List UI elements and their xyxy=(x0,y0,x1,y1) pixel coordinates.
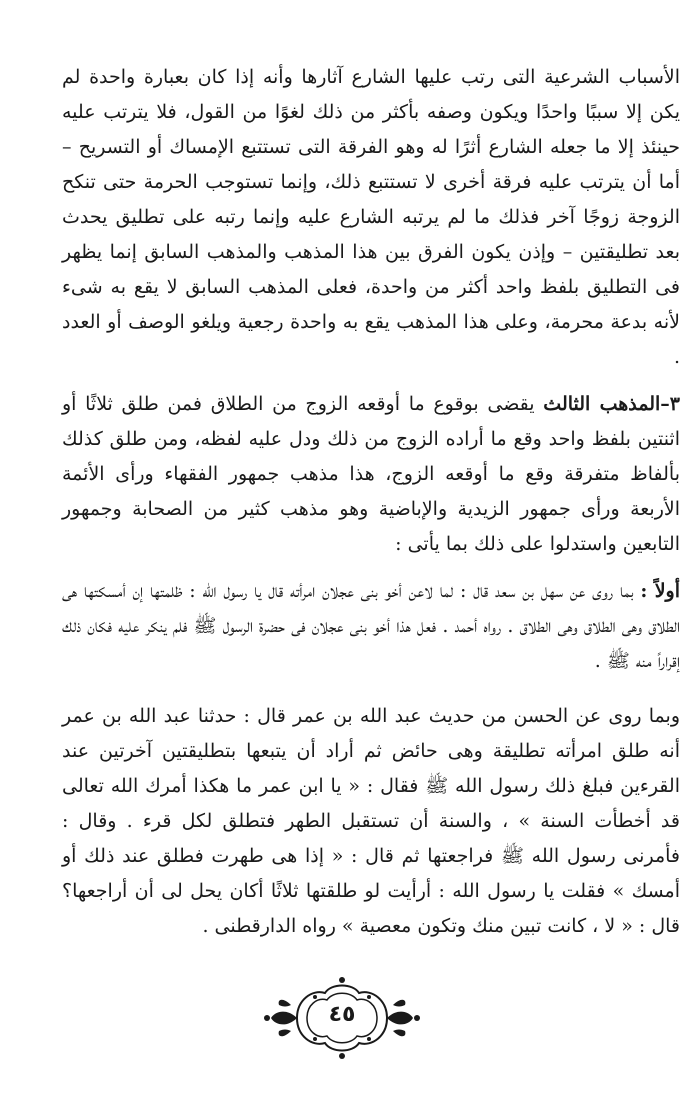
floral-page-number-frame-icon xyxy=(257,975,427,1061)
paragraph-first-evidence xyxy=(62,574,680,679)
page-number: ٤٥ xyxy=(328,1002,356,1027)
paragraph-third-school xyxy=(62,387,680,562)
evidence-lead: أولاً : xyxy=(640,580,680,602)
paragraph-1: الأسباب الشرعية التى رتب عليها الشارع آثارها وأنه إذا كان بعبارة واحدة لم يكن إلا سببًا واحدًا ويكون وصفه بأكثر من ذلك لغوًا من القول، فلا يترتب عليه حينئذ إلا ما جعله الشارع أثرًا له وهو الفرقة التى تستتبع الإمساك أو التسريح – أما أن يترتب عليه فرقة أخرى لا تستتبع ذلك، وإنما تستوجب الحرمة حتى تنكح الزوجة زوجًا آخر فذلك ما لم يرتبه الشارع عليه وإنما رتبه على تطليق يحدث بعد تطليقتين – وإذن يكون الفرق بين هذا المذهب والمذهب السابق إنما يظهر فى التطليق بلفظ واحد أكثر من واحدة، فعلى المذهب السابق لا يقع به شىء لأنه بدعة محرمة، وعلى هذا المذهب يقع به واحدة رجعية ويلغو الوصف أو العدد . xyxy=(62,66,680,368)
paragraph-4: وبما روى عن الحسن من حديث عبد الله بن عمر قال : حدثنا عبد الله بن عمر أنه طلق امرأته تطليقة وهى حائض ثم أراد أن يتبعها بتطليقتين آخرتين عند القرءين فبلغ ذلك رسول الله ﷺ فقال : « يا ابن عمر ما هكذا أمرك الله تعالى قد أخطأت السنة » ، والسنة أن تستقبل الطهر فتطلق لكل قرء . وقال : فأمرنى رسول الله ﷺ فراجعتها ثم قال : « إذا هى طهرت فطلق عند ذلك أو أمسك » فقلت يا رسول الله : أرأيت لو طلقتها ثلاثًا أكان يحل لى أن أراجعها؟ قال : « لا ، كانت تبين منك وتكون معصية » رواه الدارقطنى . xyxy=(62,705,680,937)
list-number: ٣– xyxy=(660,393,680,415)
paragraph-2-text: يقضى بوقوع ما أوقعه الزوج من الطلاق فمن طلق ثلاثًا أو اثنتين بلفظ واحد وقع ما أراده الزوج من ذلك ودل عليه لفظه، ومن طلق كذلك بألفاظ متفرقة وقع ما أوقعه الزوج، هذا مذهب جمهور الفقهاء ورأى الأئمة الأربعة ورأى جمهور الزيدية والإباضية وهو مذهب كثير من الصحابة وجمهور التابعين واستدلوا على ذلك بما يأتى : xyxy=(62,393,680,555)
page-footer xyxy=(0,968,684,1068)
section-heading: المذهب الثالث xyxy=(543,393,661,415)
page-body xyxy=(62,60,680,944)
paragraph-3-text: بما روى عن سهل بن سعد قال : لما لاعن أخو بنى عجلان امرأته قال يا رسول الله : ظلمتها إن أمسكتها هى الطلاق وهى الطلاق وهى الطلاق . رواه أحمد . فعل هذا أخو بنى عجلان فى حضرة الرسول ﷺ فلم ينكر عليه فكان ذلك إقراراً منه ﷺ . xyxy=(62,580,680,672)
